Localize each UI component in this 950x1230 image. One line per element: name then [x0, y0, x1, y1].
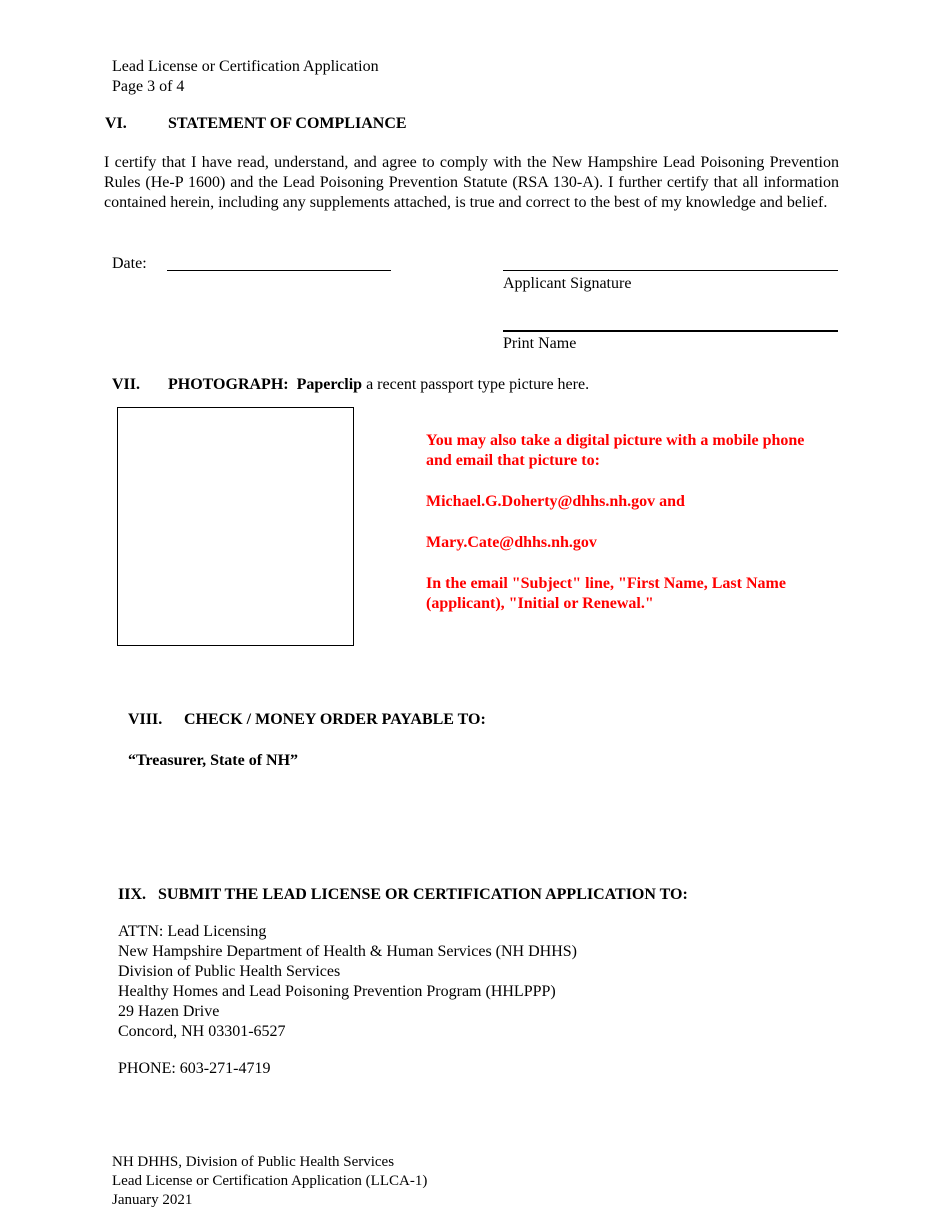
print-name-field[interactable]: [503, 330, 838, 332]
mailing-address: [118, 922, 577, 1042]
footer-date: January 2021: [112, 1192, 193, 1208]
section-6-number: VI.: [105, 115, 127, 132]
section-8-number: VIII.: [128, 711, 163, 728]
section-6-title: STATEMENT OF COMPLIANCE: [168, 115, 407, 132]
compliance-statement: I certify that I have read, understand, and agree to comply with the New Hampshire Lead Poisoning Prevention Rules (He-P 1600) and the Lead Poisoning Prevention Statute (RSA 130-A). I further certify that all information contained herein, including any supplements attached, is true and correct to the best of my knowledge and belief.: [104, 154, 839, 211]
address-line: New Hampshire Department of Health & Human Services (NH DHHS): [118, 943, 577, 960]
address-line: ATTN: Lead Licensing: [118, 923, 267, 940]
address-line: Healthy Homes and Lead Poisoning Prevention Program (HHLPPP): [118, 983, 556, 1000]
applicant-signature-field[interactable]: [503, 270, 838, 271]
section-7-heading: [168, 375, 589, 395]
print-name-label: Print Name: [503, 335, 577, 352]
digital-photo-instructions: [426, 431, 806, 635]
paperclip-word: Paperclip: [296, 376, 363, 393]
header-title: Lead License or Certification Application: [112, 58, 379, 75]
email-subject-instructions: In the email "Subject" line, "First Name, Last Name (applicant), "Initial or Renewal.": [426, 575, 786, 612]
photo-placeholder-box: [117, 407, 354, 646]
footer-division: NH DHHS, Division of Public Health Services: [112, 1154, 395, 1170]
digital-photo-intro: You may also take a digital picture with a mobile phone and email that picture to:: [426, 432, 805, 469]
email-address-1: Michael.G.Doherty@dhhs.nh.gov and: [426, 493, 685, 510]
section-7-instructions: a recent passport type picture here.: [362, 376, 590, 393]
phone-number: PHONE: 603-271-4719: [118, 1060, 271, 1077]
footer-form-name: Lead License or Certification Application (LLCA-1): [112, 1173, 428, 1189]
email-address-2: Mary.Cate@dhhs.nh.gov: [426, 534, 597, 551]
section-7-number: VII.: [112, 376, 141, 393]
page-header: [112, 57, 379, 97]
page-footer: [112, 1153, 427, 1210]
address-line: Concord, NH 03301-6527: [118, 1023, 286, 1040]
date-label: Date:: [112, 255, 147, 272]
address-line: Division of Public Health Services: [118, 963, 341, 980]
header-page-number: Page 3 of 4: [112, 78, 185, 95]
date-field[interactable]: [167, 270, 391, 271]
section-9-title: IIX. SUBMIT THE LEAD LICENSE OR CERTIFICATION APPLICATION TO:: [118, 886, 688, 903]
address-line: 29 Hazen Drive: [118, 1003, 220, 1020]
section-7-title: PHOTOGRAPH:: [168, 376, 289, 393]
payee-name: “Treasurer, State of NH”: [128, 752, 299, 769]
applicant-signature-label: Applicant Signature: [503, 275, 632, 292]
section-8-title: CHECK / MONEY ORDER PAYABLE TO:: [184, 711, 486, 728]
